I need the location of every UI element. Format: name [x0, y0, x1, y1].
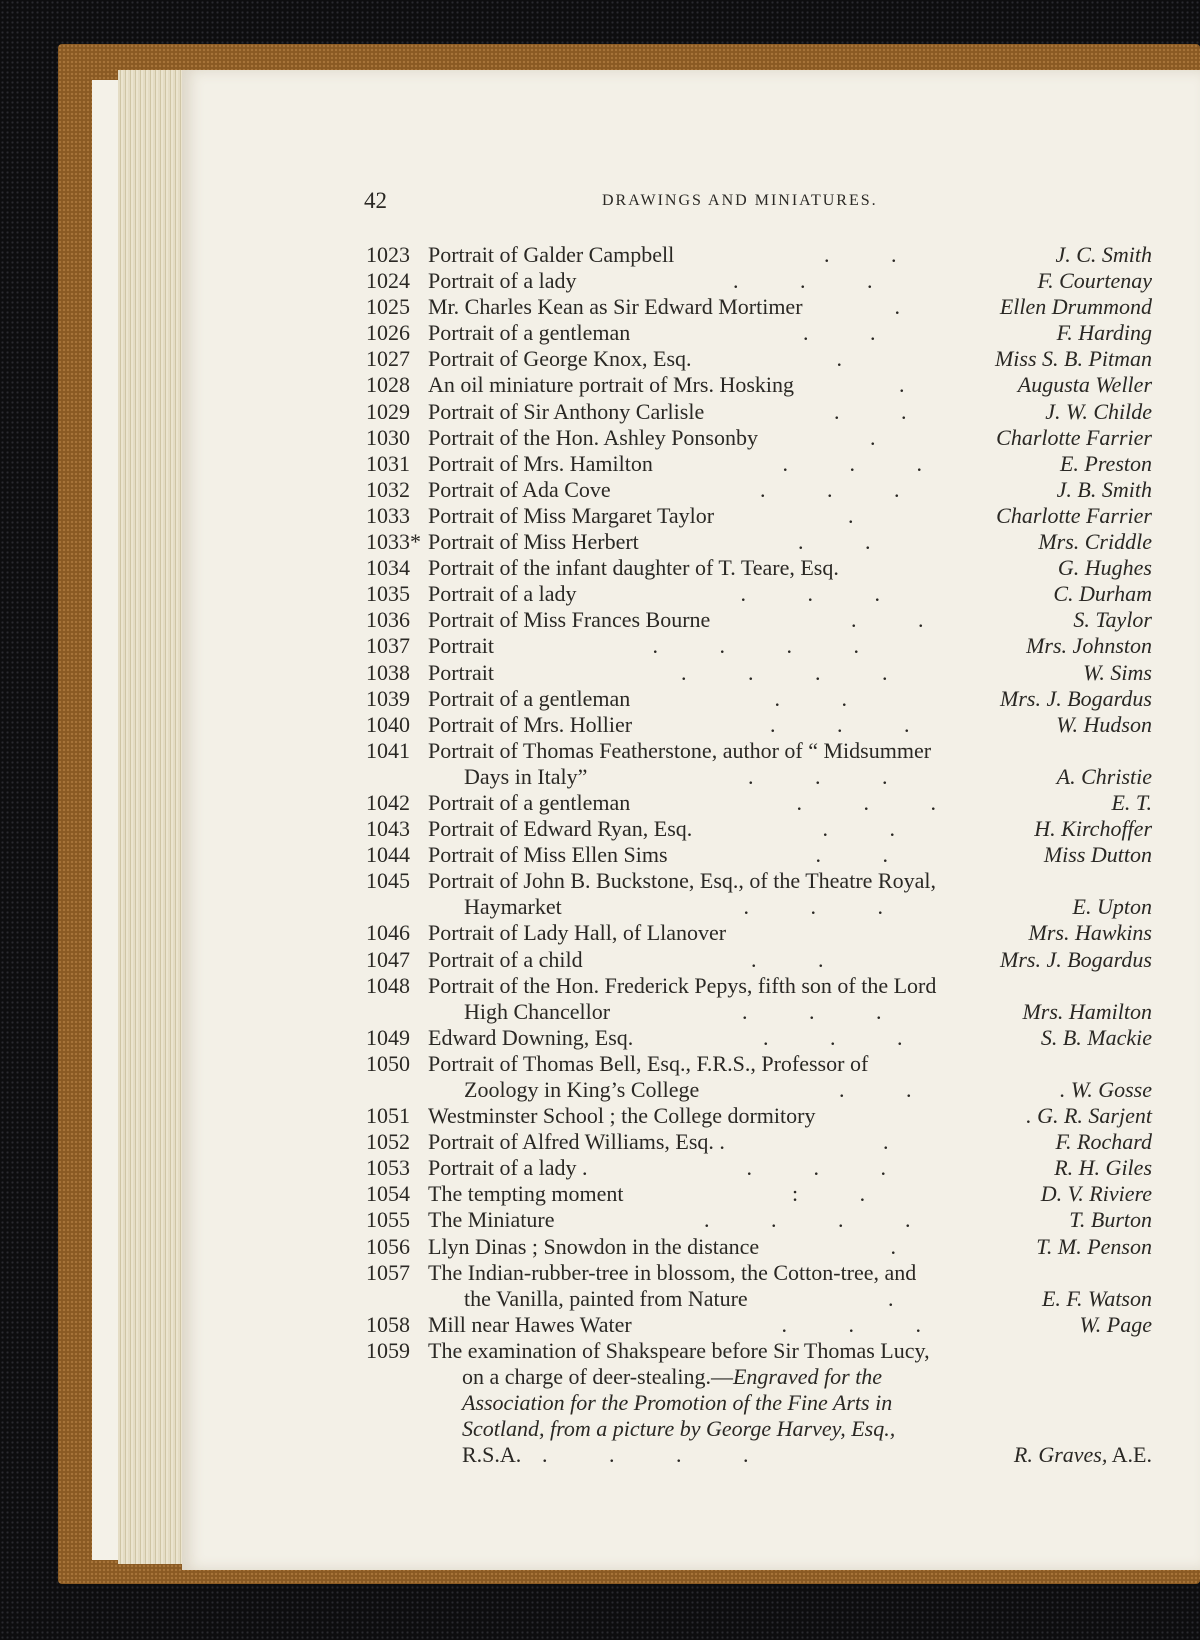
leader-dots: . . . [770, 711, 938, 737]
entry-line [362, 1442, 1152, 1468]
entry-title: Portrait of Mrs. Hamilton [428, 450, 653, 476]
leader-dots: . . . [796, 789, 964, 815]
leader-dots: . . . . [652, 633, 887, 659]
catalogue-number: 1047 [366, 946, 410, 972]
entry-title: Portrait of the infant daughter of T. Teare, Esq. [428, 555, 839, 581]
artist-name: A. Christie [1056, 763, 1152, 789]
leader-dots: . . [751, 946, 852, 972]
catalogue-number: 1055 [366, 1207, 410, 1233]
entry-line [362, 842, 1152, 868]
artist-name: F. Harding [1056, 320, 1152, 346]
entry-line [362, 816, 1152, 842]
entry-line [362, 1338, 1152, 1364]
leader-dots: . [899, 372, 933, 398]
entry-title: Zoology in King’s College [464, 1077, 700, 1102]
entry-line [362, 1416, 1152, 1442]
catalogue-number: 1025 [366, 294, 410, 320]
entry-line [362, 633, 1152, 659]
entry-line [362, 1025, 1152, 1051]
catalogue-number: 1036 [366, 607, 410, 633]
entry-title: The tempting moment [428, 1181, 624, 1207]
leader-dots: . [894, 294, 928, 320]
entry-line [362, 1077, 1152, 1103]
leader-dots: . [890, 1233, 924, 1259]
entry-title: An oil miniature portrait of Mrs. Hosking [428, 372, 795, 398]
catalogue-number: 1027 [366, 346, 410, 372]
artist-name: Mrs. J. Bogardus [1000, 685, 1152, 711]
entry-title: Portrait of a lady . [428, 1155, 588, 1181]
catalogue-number: 1033* [366, 529, 421, 555]
entry-line [362, 1312, 1152, 1338]
leader-dots: . . [851, 607, 952, 633]
leader-dots: . . [774, 685, 875, 711]
entry-line [362, 712, 1152, 738]
page-header [362, 188, 1152, 228]
entry-line [362, 320, 1152, 346]
artist-name: R. Graves, [1013, 1442, 1108, 1468]
artist-name: Mrs. J. Bogardus [1000, 946, 1152, 972]
entry-title: Mr. Charles Kean as Sir Edward Mortimer [428, 294, 803, 320]
artist-name: W. Hudson [1056, 711, 1152, 737]
entry-line [362, 973, 1152, 999]
page-edges [118, 70, 188, 1564]
entry-line [362, 529, 1152, 555]
entry-line [362, 399, 1152, 425]
artist-suffix: A.E. [1111, 1442, 1152, 1468]
catalogue-entries [362, 242, 1152, 1364]
leader-dots: . . . [763, 1024, 931, 1050]
catalogue-number: 1043 [366, 816, 410, 842]
catalogue-number: 1038 [366, 659, 410, 685]
artist-name: E. Preston [1059, 450, 1152, 476]
catalogue-number: 1040 [366, 711, 410, 737]
artist-name: J. W. Childe [1045, 398, 1152, 424]
catalogue-number: 1046 [366, 920, 410, 946]
leader-dots: . . . [733, 268, 901, 294]
entry-title: Portrait of Lady Hall, of Llanover [428, 920, 727, 946]
entry-line [362, 790, 1152, 816]
catalogue-number: 1053 [366, 1155, 410, 1181]
leader-dots: . . [839, 1077, 940, 1102]
final-line1-roman: on a charge of deer-stealing.— [462, 1364, 733, 1390]
entry-title: Portrait of Thomas Featherstone, author of “ Midsummer [428, 737, 932, 763]
entry-title: Portrait of John B. Buckstone, Esq., of the Theatre Royal, [428, 868, 936, 894]
leader-dots: . . . [746, 1155, 914, 1181]
leader-dots: . . . . [681, 659, 916, 685]
artist-name: E. T. [1111, 789, 1152, 815]
entry-line [362, 607, 1152, 633]
final-line2-italic: Association for the Promotion of the Fine Arts in [462, 1390, 893, 1416]
entry-line [362, 999, 1152, 1025]
catalogue-number: 1032 [366, 476, 410, 502]
entry-line [362, 660, 1152, 686]
catalogue-number: 1034 [366, 555, 410, 581]
catalogue-number: 1054 [366, 1181, 410, 1207]
leader-dots: . . . [740, 581, 908, 607]
artist-name: R. H. Giles [1054, 1155, 1152, 1181]
catalogue-number: 1029 [366, 398, 410, 424]
entry-title: Haymarket [464, 894, 562, 920]
entry-title: Days in Italy” [464, 763, 588, 789]
catalogue-number: 1045 [366, 868, 410, 894]
leader-dots: . . [815, 842, 916, 868]
entry-line [362, 1286, 1152, 1312]
entry-title: Portrait of Edward Ryan, Esq. [428, 816, 693, 842]
entry-line [362, 503, 1152, 529]
entry-line [362, 686, 1152, 712]
entry-title: The Miniature [428, 1207, 555, 1233]
entry-title: High Chancellor [464, 998, 611, 1024]
artist-name: Mrs. Hawkins [1028, 920, 1152, 946]
leader-dots: . [836, 346, 870, 372]
entry-title: Portrait of Thomas Bell, Esq., F.R.S., Professor of [428, 1050, 869, 1076]
entry-title: Portrait of a lady [428, 268, 577, 294]
entry-title: Portrait of Mrs. Hollier [428, 711, 633, 737]
entry-line [362, 947, 1152, 973]
artist-name: T. Burton [1069, 1207, 1152, 1233]
entry-title: The examination of Shakspeare before Sir Thomas Lucy, [428, 1337, 930, 1363]
leader-dots: . . . [742, 998, 910, 1024]
entry-title: Portrait of Miss Margaret Taylor [428, 502, 715, 528]
leader-dots: . . [803, 320, 904, 346]
entry-title: Portrait of Miss Frances Bourne [428, 607, 711, 633]
artist-name: J. C. Smith [1055, 242, 1152, 267]
entry-line [362, 1129, 1152, 1155]
entry-title: Portrait of a gentleman [428, 789, 631, 815]
catalogue-number: 1044 [366, 842, 410, 868]
entry-title: Portrait of Galder Campbell [428, 242, 675, 267]
entry-line [362, 920, 1152, 946]
leader-dots: . . [798, 529, 899, 555]
entry-title: Portrait of George Knox, Esq. [428, 346, 692, 372]
entry-title: Portrait of Miss Herbert [428, 529, 639, 555]
artist-name: G. Hughes [1057, 555, 1152, 581]
entry-title: Portrait of a gentleman [428, 685, 631, 711]
leader-dots: . . [822, 816, 923, 842]
entry-title: Portrait of the Hon. Frederick Pepys, fifth son of the Lord [428, 972, 937, 998]
entry-line [362, 268, 1152, 294]
leader-dots: . . . [748, 763, 916, 789]
leader-dots: . . . . [704, 1207, 939, 1233]
entry-line [362, 1207, 1152, 1233]
entry-line [362, 1103, 1152, 1129]
catalogue-number: 1030 [366, 424, 410, 450]
artist-name: W. Sims [1083, 659, 1152, 685]
entry-line [362, 1390, 1152, 1416]
leader-dots: . . . . [542, 1442, 777, 1468]
leader-dots: . [870, 424, 904, 450]
entry-line [362, 451, 1152, 477]
leader-dots: . [848, 502, 882, 528]
artist-name: Charlotte Farrier [996, 424, 1152, 450]
artist-name: Charlotte Farrier [996, 502, 1152, 528]
catalogue-number: 1037 [366, 633, 410, 659]
entry-line [362, 738, 1152, 764]
entry-title: Portrait [428, 633, 494, 659]
entry-line [362, 764, 1152, 790]
artist-name: S. B. Mackie [1040, 1024, 1152, 1050]
entry-line [362, 477, 1152, 503]
catalogue-number: 1051 [366, 1103, 410, 1129]
entry-line [362, 425, 1152, 451]
final-line3-italic: Scotland, from a picture by George Harvey, Esq., [462, 1416, 896, 1442]
artist-name: E. F. Watson [1041, 1285, 1152, 1311]
leader-dots: . . . [760, 476, 928, 502]
entry-title: Westminster School ; the College dormitory [428, 1103, 816, 1129]
artist-name: H. Kirchoffer [1034, 816, 1152, 842]
page-content [362, 188, 1152, 1468]
catalogue-number: 1048 [366, 972, 410, 998]
final-line4-roman: R.S.A. [462, 1442, 522, 1468]
entry-line [362, 1181, 1152, 1207]
catalogue-number: 1026 [366, 320, 410, 346]
catalogue-number: 1024 [366, 268, 410, 294]
entry-title: Portrait of Sir Anthony Carlisle [428, 398, 705, 424]
leader-dots: . . . [782, 450, 950, 476]
catalogue-number: 1058 [366, 1311, 410, 1337]
entry-title: Portrait of the Hon. Ashley Ponsonby [428, 424, 758, 450]
entry-title: The Indian-rubber-tree in blossom, the Cotton-tree, and [428, 1259, 917, 1285]
artist-name: . W. Gosse [1059, 1077, 1152, 1102]
artist-name: J. B. Smith [1056, 476, 1152, 502]
artist-name: C. Durham [1053, 581, 1152, 607]
artist-name: W. Page [1079, 1311, 1152, 1337]
entry-line [362, 581, 1152, 607]
catalogue-number: 1059 [366, 1337, 410, 1363]
entry-line [362, 555, 1152, 581]
leader-dots: . [888, 1285, 922, 1311]
artist-name: Miss Dutton [1043, 842, 1152, 868]
page-number: 42 [364, 188, 387, 213]
entry-title: Portrait of Miss Ellen Sims [428, 842, 668, 868]
entry-line [362, 1364, 1152, 1390]
entry-title: Mill near Hawes Water [428, 1311, 632, 1337]
leader-dots: . . [834, 398, 935, 424]
catalogue-number: 1028 [366, 372, 410, 398]
artist-name: Mrs. Johnston [1026, 633, 1152, 659]
artist-name: Miss S. B. Pitman [994, 346, 1152, 372]
entry-title: Portrait of a gentleman [428, 320, 631, 346]
entry-title: Portrait of Ada Cove [428, 476, 611, 502]
catalogue-number: 1039 [366, 685, 410, 711]
artist-name: Ellen Drummond [999, 294, 1152, 320]
artist-name: T. M. Penson [1036, 1233, 1152, 1259]
artist-name: F. Courtenay [1037, 268, 1152, 294]
entry-line [362, 242, 1152, 268]
artist-name: . G. R. Sarjent [1026, 1103, 1152, 1129]
catalogue-number: 1042 [366, 789, 410, 815]
catalogue-number: 1052 [366, 1129, 410, 1155]
leader-dots: : . [792, 1181, 894, 1207]
leader-dots: . . . [781, 1311, 949, 1337]
entry-title: the Vanilla, painted from Nature [464, 1285, 748, 1311]
catalogue-number: 1033 [366, 502, 410, 528]
entry-title: Llyn Dinas ; Snowdon in the distance [428, 1233, 760, 1259]
artist-name: Mrs. Criddle [1038, 529, 1152, 555]
catalogue-number: 1057 [366, 1259, 410, 1285]
artist-name: F. Rochard [1055, 1129, 1152, 1155]
entry-line [362, 346, 1152, 372]
artist-name: D. V. Riviere [1040, 1181, 1152, 1207]
entry-line [362, 1155, 1152, 1181]
catalogue-number: 1049 [366, 1024, 410, 1050]
final-entry [362, 1364, 1152, 1468]
catalogue-number: 1050 [366, 1050, 410, 1076]
catalogue-number: 1031 [366, 450, 410, 476]
catalogue-number: 1023 [366, 242, 410, 267]
running-title: DRAWINGS AND MINIATURES. [602, 192, 878, 209]
catalogue-number: 1041 [366, 737, 410, 763]
entry-line [362, 1260, 1152, 1286]
entry-line [362, 1234, 1152, 1260]
leader-dots: . . [824, 242, 925, 267]
leader-dots: . [883, 1129, 917, 1155]
entry-line [362, 894, 1152, 920]
entry-line [362, 1051, 1152, 1077]
leader-dots: . . . [743, 894, 911, 920]
entry-title: Portrait of Alfred Williams, Esq. . [428, 1129, 725, 1155]
entry-title: Portrait of a lady [428, 581, 577, 607]
entry-line [362, 294, 1152, 320]
final-line1-italic: Engraved for the [732, 1364, 883, 1390]
entry-title: Portrait [428, 659, 494, 685]
artist-name: S. Taylor [1073, 607, 1152, 633]
artist-name: Augusta Weller [1017, 372, 1152, 398]
entry-title: Portrait of a child [428, 946, 583, 972]
artist-name: E. Upton [1072, 894, 1152, 920]
entry-title: Edward Downing, Esq. [428, 1024, 634, 1050]
catalogue-number: 1056 [366, 1233, 410, 1259]
artist-name: Mrs. Hamilton [1022, 998, 1152, 1024]
catalogue-number: 1035 [366, 581, 410, 607]
entry-line [362, 868, 1152, 894]
entry-line [362, 372, 1152, 398]
